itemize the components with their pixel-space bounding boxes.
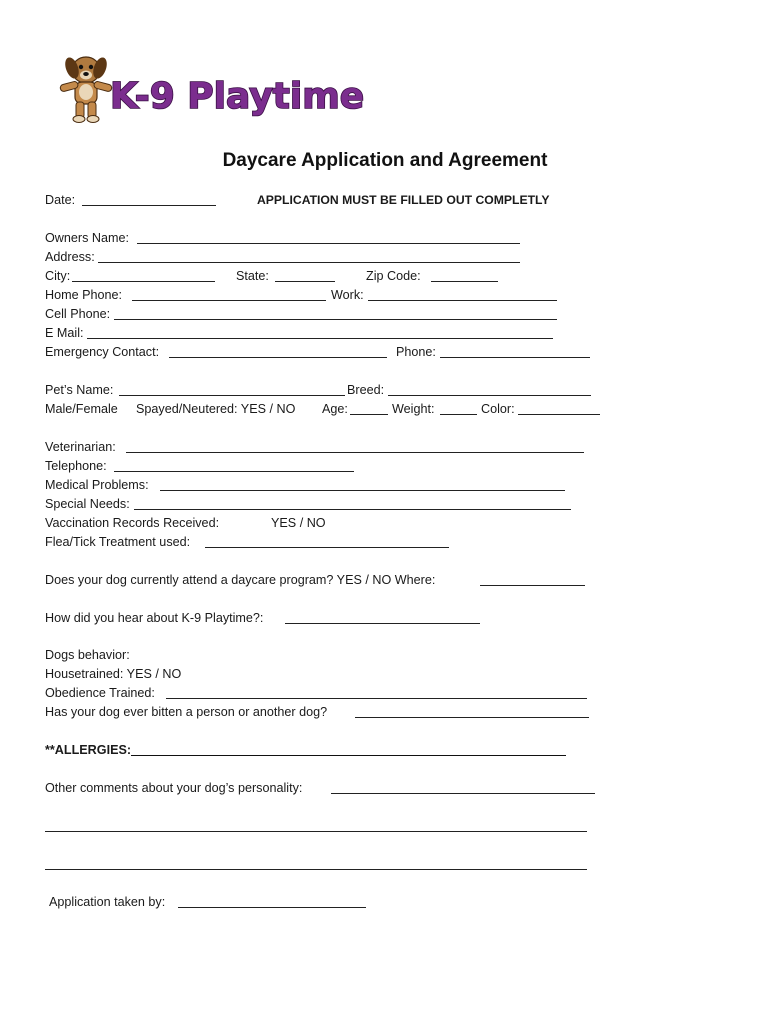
hear-about-field[interactable]: [285, 623, 480, 624]
obedience-label: Obedience Trained:: [45, 686, 155, 700]
weight-field[interactable]: [440, 414, 477, 415]
medical-problems-field[interactable]: [160, 490, 565, 491]
flea-tick-label: Flea/Tick Treatment used:: [45, 535, 191, 549]
emergency-contact-field[interactable]: [169, 357, 387, 358]
date-label: Date:: [45, 193, 76, 207]
bitten-field[interactable]: [355, 717, 589, 718]
home-phone-field[interactable]: [132, 300, 326, 301]
zip-field[interactable]: [431, 281, 498, 282]
weight-label: Weight:: [392, 402, 435, 416]
spayed-neutered-label: Spayed/Neutered: YES / NO: [136, 402, 296, 416]
special-needs-label: Special Needs:: [45, 497, 130, 511]
taken-by-label: Application taken by:: [49, 895, 166, 909]
cell-phone-field[interactable]: [114, 319, 557, 320]
logo-text: K-9 Playtime: [110, 76, 365, 117]
veterinarian-label: Veterinarian:: [45, 440, 116, 454]
daycare-question: Does your dog currently attend a daycare program? YES / NO Where:: [45, 573, 436, 587]
date-field[interactable]: [82, 205, 216, 206]
comments-line-2[interactable]: [45, 831, 587, 832]
daycare-where-field[interactable]: [480, 585, 585, 586]
address-field[interactable]: [98, 262, 520, 263]
pets-name-label: Pet’s Name:: [45, 383, 114, 397]
dog-mascot-icon: [52, 48, 365, 126]
home-phone-label: Home Phone:: [45, 288, 123, 302]
completion-notice: APPLICATION MUST BE FILLED OUT COMPLETLY: [257, 193, 550, 207]
state-label: State:: [236, 269, 269, 283]
telephone-label: Telephone:: [45, 459, 107, 473]
special-needs-field[interactable]: [134, 509, 571, 510]
bitten-label: Has your dog ever bitten a person or another dog?: [45, 705, 328, 719]
emergency-phone-label: Phone:: [396, 345, 436, 359]
vaccination-label: Vaccination Records Received:: [45, 516, 220, 530]
zip-label: Zip Code:: [366, 269, 421, 283]
obedience-field[interactable]: [166, 698, 587, 699]
color-field[interactable]: [518, 414, 600, 415]
allergies-label: **ALLERGIES:: [45, 743, 132, 757]
allergies-field[interactable]: [131, 755, 566, 756]
email-field[interactable]: [87, 338, 553, 339]
housetrained-label[interactable]: Housetrained: YES / NO: [45, 667, 182, 681]
age-label: Age:: [322, 402, 348, 416]
pets-name-field[interactable]: [119, 395, 345, 396]
breed-field[interactable]: [388, 395, 591, 396]
age-field[interactable]: [350, 414, 388, 415]
state-field[interactable]: [275, 281, 335, 282]
k9-playtime-logo: [52, 48, 365, 126]
vaccination-yes-no[interactable]: YES / NO: [271, 516, 326, 530]
comments-line-3[interactable]: [45, 869, 587, 870]
page-title: Daycare Application and Agreement: [222, 150, 548, 171]
cell-phone-label: Cell Phone:: [45, 307, 111, 321]
work-phone-field[interactable]: [368, 300, 557, 301]
color-label: Color:: [481, 402, 515, 416]
veterinarian-field[interactable]: [126, 452, 584, 453]
owners-name-field[interactable]: [137, 243, 520, 244]
taken-by-field[interactable]: [178, 907, 366, 908]
sex-label: Male/Female: [45, 402, 118, 416]
city-field[interactable]: [72, 281, 215, 282]
city-label: City:: [45, 269, 71, 283]
work-phone-label: Work:: [331, 288, 364, 302]
medical-problems-label: Medical Problems:: [45, 478, 149, 492]
emergency-phone-field[interactable]: [440, 357, 590, 358]
emergency-contact-label: Emergency Contact:: [45, 345, 160, 359]
telephone-field[interactable]: [114, 471, 354, 472]
email-label: E Mail:: [45, 326, 84, 340]
dogs-behavior-heading: Dogs behavior:: [45, 648, 130, 662]
owners-name-label: Owners Name:: [45, 231, 129, 245]
comments-label: Other comments about your dog’s personality:: [45, 781, 303, 795]
flea-tick-field[interactable]: [205, 547, 449, 548]
breed-label: Breed:: [347, 383, 385, 397]
address-label: Address:: [45, 250, 95, 264]
comments-field[interactable]: [331, 793, 595, 794]
hear-about-label: How did you hear about K-9 Playtime?:: [45, 611, 264, 625]
